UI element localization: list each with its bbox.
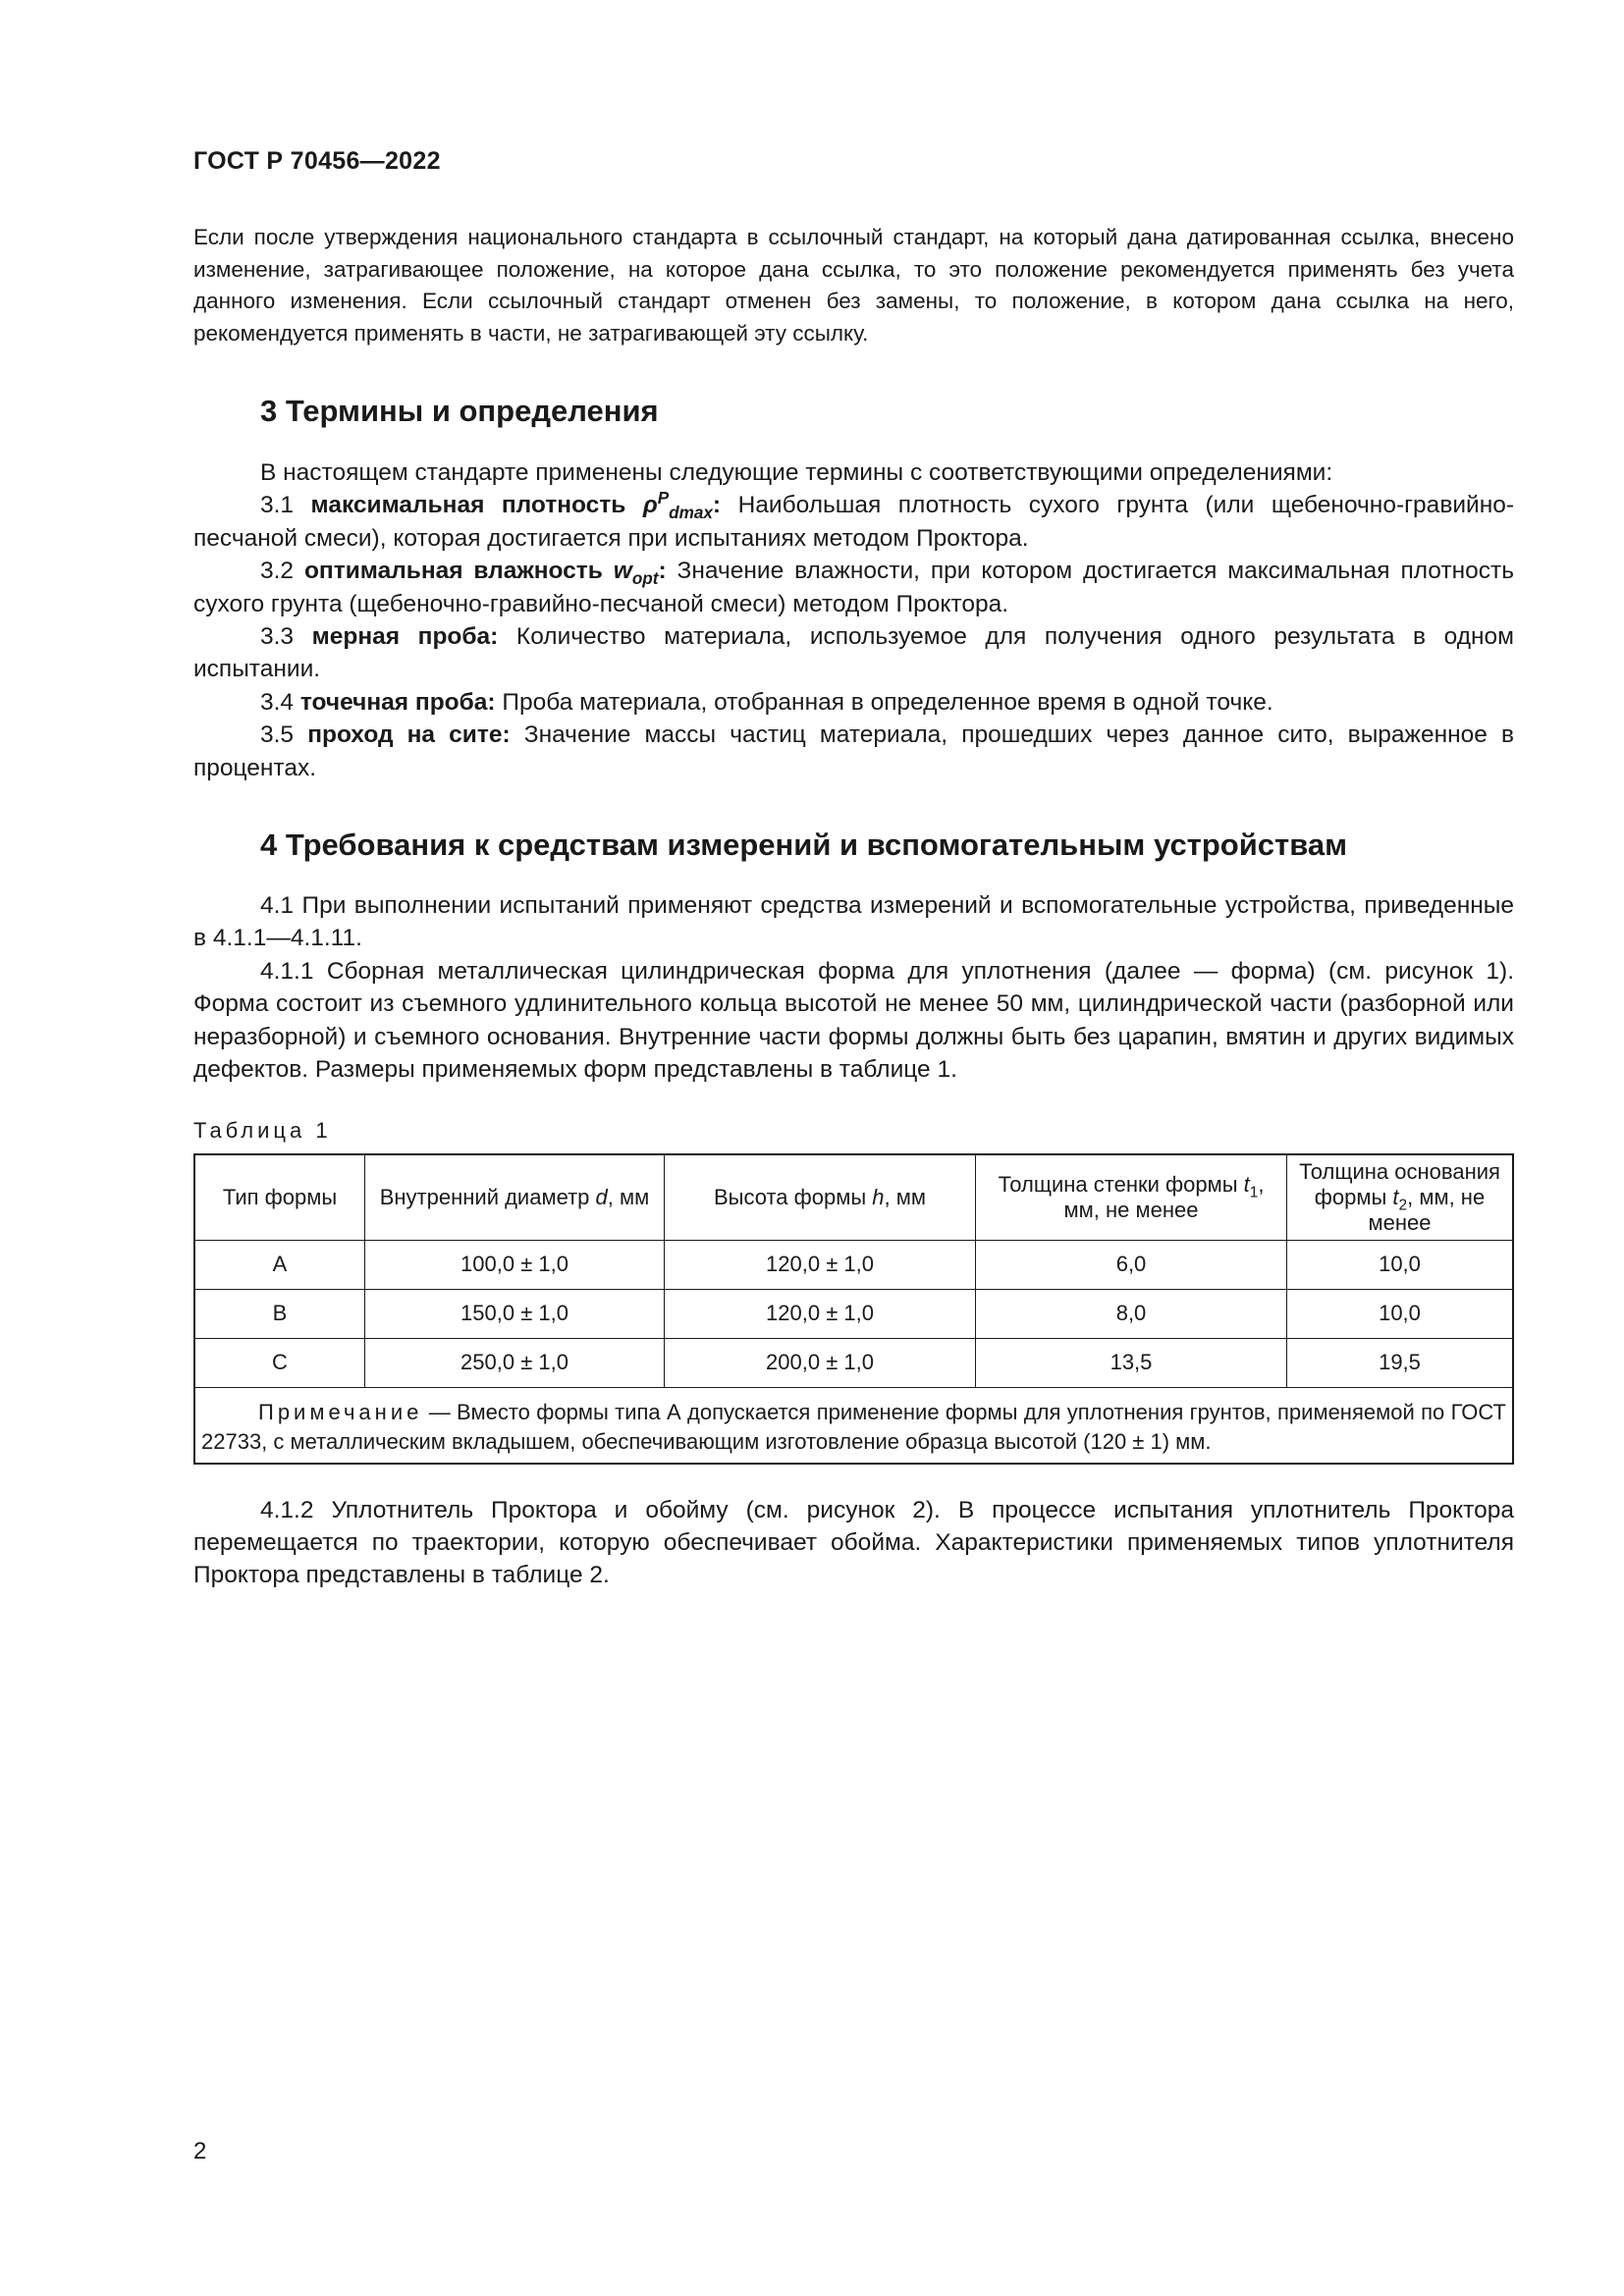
term-number: 3.2	[260, 558, 295, 585]
term-3-4	[193, 686, 1514, 719]
section-3-intro: В настоящем стандарте применены следующие термины с соответствующими определениями:	[260, 459, 1333, 486]
table-row	[194, 1289, 1513, 1338]
header-base-thickness: Толщина основания формы $t_2$, мм, не менее	[1287, 1154, 1514, 1241]
term-3-2: 3.2 оптимальная влажность $w_{opt}$: Значение влажности, при котором достигается максимальная плотность сухого грунта (щебеночно-гравийно-песчаной смеси) методом Проктора.	[193, 558, 1514, 617]
cell-base-thickness: 10,0	[1287, 1289, 1514, 1338]
header-inner-diameter: Внутренний диаметр d, мм	[365, 1154, 665, 1241]
table-note	[194, 1387, 1513, 1464]
cell-form-type: А	[194, 1240, 365, 1289]
cell-form-type: С	[194, 1338, 365, 1387]
cell-height: 120,0 ± 1,0	[665, 1289, 976, 1338]
paragraph-4-1: 4.1 При выполнении испытаний применяют средства измерений и вспомогательные устройства, приведенные в 4.1.1—4.1.11.	[193, 892, 1514, 952]
header-form-type: Тип формы	[194, 1154, 365, 1241]
page-number: 2	[193, 2138, 207, 2164]
cell-height: 200,0 ± 1,0	[665, 1338, 976, 1387]
term-number: 3.5	[260, 721, 295, 749]
term-number: 3.3	[260, 623, 295, 651]
page-content	[193, 222, 1514, 1592]
cell-height: 120,0 ± 1,0	[665, 1240, 976, 1289]
header-form-height: Высота формы h, мм	[665, 1154, 976, 1241]
cell-diameter: 100,0 ± 1,0	[365, 1240, 665, 1289]
table-row	[194, 1338, 1513, 1387]
term-name: мерная проба:	[311, 623, 499, 651]
term-name: оптимальная влажность	[303, 558, 603, 585]
cell-wall-thickness: 13,5	[976, 1338, 1287, 1387]
cell-wall-thickness: 8,0	[976, 1289, 1287, 1338]
term-symbol: $\rho^P_{dmax}$	[642, 488, 713, 523]
cell-diameter: 250,0 ± 1,0	[365, 1338, 665, 1387]
term-number: 3.4	[260, 688, 295, 716]
term-definition: Проба материала, отобранная в определенное время в одной точке.	[502, 688, 1273, 716]
section-4-heading: 4 Требования к средствам измерений и вспомогательным устройствам	[260, 828, 1348, 863]
term-number: 3.1	[260, 492, 295, 519]
term-name: точечная проба:	[299, 688, 496, 716]
note-text: — Вместо формы типа А допускается применение формы для уплотнения грунтов, применяемой по ГОСТ 22733, с металлическим вкладышем, обеспечивающим изготовление образца высотой (120 ± 1) мм.	[201, 1399, 1506, 1454]
paragraph-4-1-1: 4.1.1 Сборная металлическая цилиндрическая форма для уплотнения (далее — форма) (см. рисунок 1). Форма состоит из съемного удлинительного кольца высотой не менее 50 мм, цилиндрической части (разборной или неразборной) и съемного основания. Внутренние части формы должны быть без царапин, вмятин и других видимых дефектов. Размеры применяемых форм представлены в таблице 1.	[193, 957, 1514, 1084]
table-note-row	[194, 1387, 1513, 1464]
term-symbol: $w_{opt}$	[613, 558, 659, 589]
term-name: проход на сите:	[307, 721, 511, 749]
term-3-3	[193, 620, 1514, 686]
term-name: максимальная плотность	[310, 492, 626, 519]
table-1-form-sizes	[193, 1153, 1514, 1465]
cell-form-type: В	[194, 1289, 365, 1338]
table-header-row	[194, 1154, 1513, 1241]
table-row	[194, 1240, 1513, 1289]
term-3-5	[193, 719, 1514, 784]
cell-base-thickness: 10,0	[1287, 1240, 1514, 1289]
term-definition: Значение массы частиц материала, прошедших через данное сито, выраженное в процентах.	[193, 721, 1515, 781]
paragraph-4-1-2: 4.1.2 Уплотнитель Проктора и обойму (см. рисунок 2). В процессе испытания уплотнитель Проктора перемещается по траектории, которую обеспечивает обойма. Характеристики применяемых типов уплотнителя Проктора представлены в таблице 2.	[193, 1496, 1514, 1589]
section-3-heading: 3 Термины и определения	[260, 394, 659, 428]
cell-base-thickness: 19,5	[1287, 1338, 1514, 1387]
term-definition: Количество материала, используемое для получения одного результата в одном испытании.	[193, 623, 1515, 683]
term-3-1: 3.1 максимальная плотность $\rho^P_{dmax}$: Наибольшая плотность сухого грунта (или щебеночно-гравийно-песчаной смеси), которая достигается при испытаниях методом Проктора.	[193, 488, 1515, 552]
intro-paragraph: Если после утверждения национального стандарта в ссылочный стандарт, на который дана датированная ссылка, внесено изменение, затрагивающее положение, на которое дана ссылка, то это положение рекомендуется применять без учета данного изменения. Если ссылочный стандарт отменен без замены, то положение, в котором дана ссылка на него, рекомендуется применять в части, не затрагивающей эту ссылку.	[193, 225, 1514, 346]
term-definition: Наибольшая плотность сухого грунта (или щебеночно-гравийно-песчаной смеси), которая достигается при испытаниях методом Проктора.	[193, 492, 1515, 552]
document-code-header: ГОСТ Р 70456—2022	[193, 147, 441, 175]
term-definition: Значение влажности, при котором достигается максимальная плотность сухого грунта (щебеночно-гравийно-песчаной смеси) методом Проктора.	[193, 558, 1514, 617]
cell-diameter: 150,0 ± 1,0	[365, 1289, 665, 1338]
header-wall-thickness: Толщина стенки формы $t_1$, мм, не менее	[976, 1154, 1287, 1241]
table-1-caption: Таблица 1	[193, 1117, 332, 1143]
note-label: Примечание	[258, 1399, 423, 1424]
cell-wall-thickness: 6,0	[976, 1240, 1287, 1289]
